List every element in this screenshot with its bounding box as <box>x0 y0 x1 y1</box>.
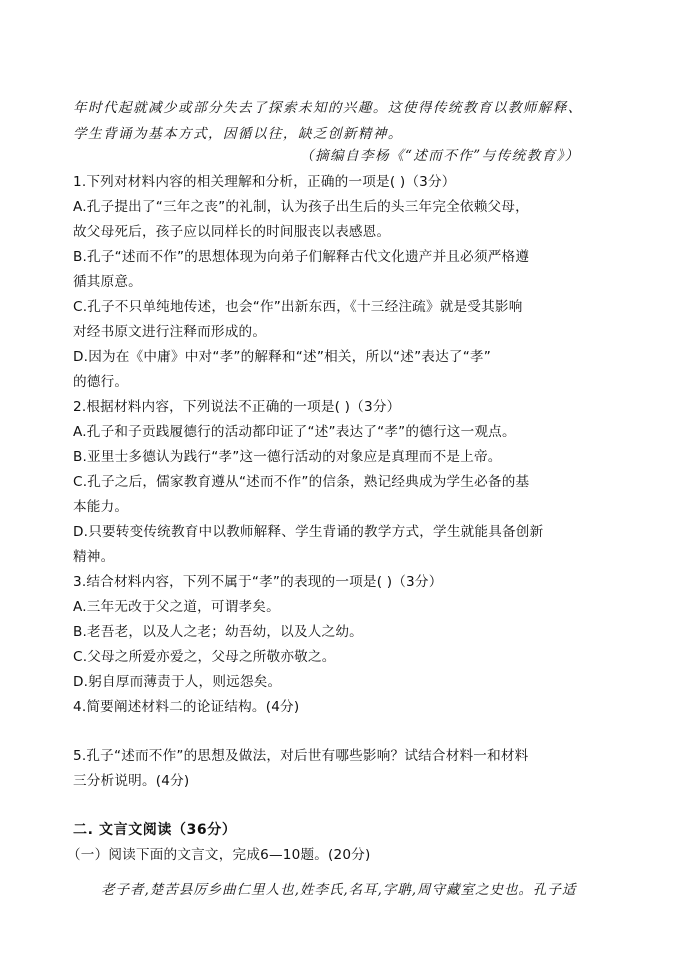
question-5-line-1: 5.孔子“述而不作”的思想及做法，对后世有哪些影响？试结合材料一和材料 <box>73 748 529 764</box>
question-1-option-d-line-2: 的德行。 <box>73 374 129 390</box>
section-2-passage-line-1: 老子者,楚苦县厉乡曲仁里人也,姓李氏,名耳,字聃,周守藏室之史也。孔子适 <box>101 882 577 898</box>
question-1-option-d-line-1: D.因为在《中庸》中对“孝”的解释和“述”相关，所以“述”表达了“孝” <box>73 349 491 365</box>
question-4-stem: 4.简要阐述材料二的论证结构。(4分) <box>73 699 300 715</box>
question-3-stem: 3.结合材料内容，下列不属于“孝”的表现的一项是( )（3分） <box>73 574 443 590</box>
question-1-stem: 1.下列对材料内容的相关理解和分析，正确的一项是( )（3分） <box>73 174 456 190</box>
question-1-option-c-line-2: 对经书原文进行注释而形成的。 <box>73 324 267 340</box>
question-3-option-c: C.父母之所爱亦爱之，父母之所敬亦敬之。 <box>73 649 336 665</box>
question-3-option-b: B.老吾老，以及人之老；幼吾幼，以及人之幼。 <box>73 624 363 640</box>
question-5-line-2: 三分析说明。(4分) <box>73 773 190 789</box>
section-2-subtitle: （一）阅读下面的文言文，完成6—10题。(20分) <box>67 847 371 863</box>
question-2-option-d-line-2: 精神。 <box>73 549 115 565</box>
section-2-title: 二. 文言文阅读（36分） <box>73 822 237 838</box>
question-1-option-c-line-1: C.孔子不只单纯地传述，也会“作”出新东西，《十三经注疏》就是受其影响 <box>73 299 523 315</box>
question-2-stem: 2.根据材料内容，下列说法不正确的一项是( )（3分） <box>73 399 401 415</box>
question-1-option-b-line-2: 循其原意。 <box>73 274 142 290</box>
passage-line-1: 年时代起就减少或部分失去了探索未知的兴趣。这使得传统教育以教师解释、 <box>73 100 583 116</box>
question-2-option-d-line-1: D.只要转变传统教育中以教师解释、学生背诵的教学方式，学生就能具备创新 <box>73 524 544 540</box>
question-2-option-c-line-1: C.孔子之后，儒家教育遵从“述而不作”的信条，熟记经典成为学生必备的基 <box>73 474 530 490</box>
question-3-option-a: A.三年无改于父之道，可谓孝矣。 <box>73 599 280 615</box>
question-2-option-a: A.孔子和子贡践履德行的活动都印证了“述”表达了“孝”的德行这一观点。 <box>73 424 516 440</box>
question-2-option-c-line-2: 本能力。 <box>73 499 129 515</box>
passage-source: （摘编自李杨《“述而不作”与传统教育》） <box>300 148 580 164</box>
question-2-option-b: B.亚里士多德认为践行“孝”这一德行活动的对象应是真理而不是上帝。 <box>73 449 502 465</box>
question-1-option-a-line-1: A.孔子提出了“三年之丧”的礼制，认为孩子出生后的头三年完全依赖父母， <box>73 199 529 215</box>
passage-line-2: 学生背诵为基本方式，因循以往，缺乏创新精神。 <box>73 126 403 142</box>
question-3-option-d: D.躬自厚而薄责于人，则远怨矣。 <box>73 674 282 690</box>
question-1-option-b-line-1: B.孔子“述而不作”的思想体现为向弟子们解释古代文化遗产并且必须严格遵 <box>73 249 530 265</box>
question-1-option-a-line-2: 故父母死后，孩子应以同样长的时间服丧以表感恩。 <box>73 224 391 240</box>
